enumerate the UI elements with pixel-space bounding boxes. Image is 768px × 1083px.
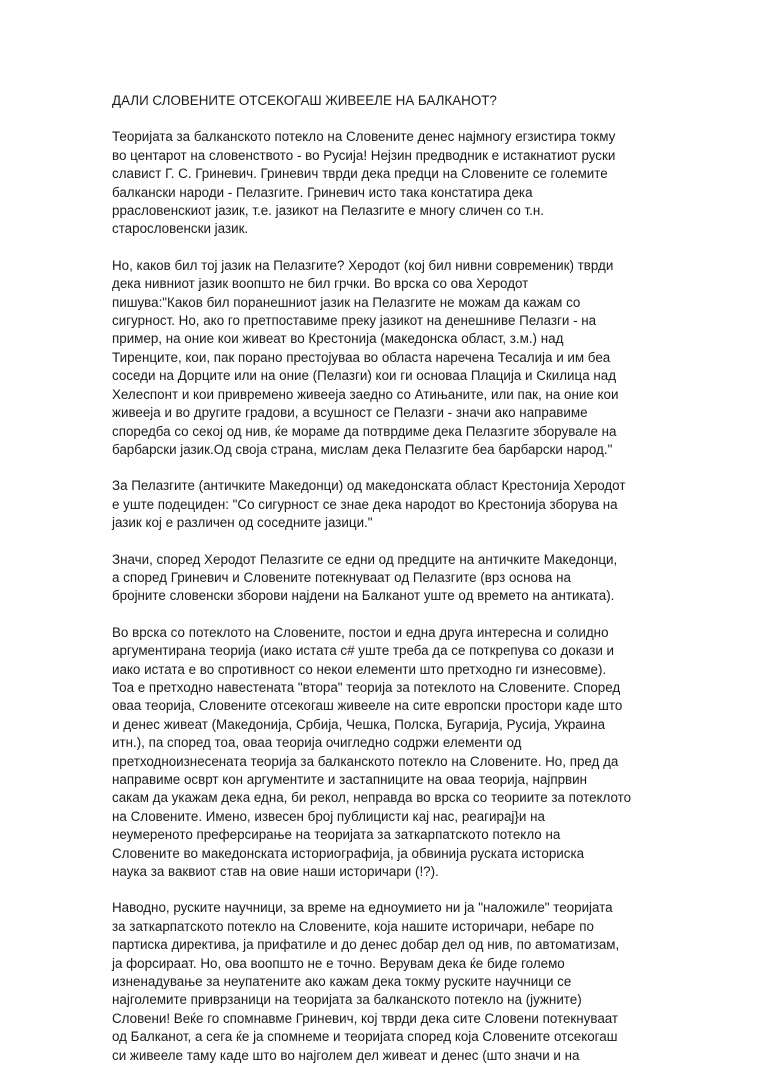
paragraph-5: Во врска со потеклото на Словените, постои и една друга интересна и солидно аргументирана теорија (иако истата с# уште треба да се поткрепува со докази и иако истата е во спротивност со некои елементи што претходно ги изнесовме). Тоа е претходно навестената "втора" теорија за потеклото на Словените. Според оваа теорија, Словените отсекогаш живееле на сите европски простори каде што и денес живеат (Македонија, Србија, Чешка, Полска, Бугарија, Русија, Украина итн.), па според тоа, оваа теорија очигледно содржи елементи од претходноизнесената теорија за балканското потекло на Словените. Но, пред да направиме осврт кон аргументите и застапниците на оваа теорија, најпрвин сакам да укажам дека една, би рекол, неправда во врска со теориите за потеклото на Словените. Имено, извесен број публицисти кај нас, реагираj}и на неумереното преферсирање на теоријата за заткарпатското потекло на Словените во македонската историографија, ја обвинија руската историска наука за ваквиот став на овие наши историчари (!?). bbox=[112, 624, 632, 880]
document-page bbox=[112, 92, 657, 1083]
document-title: ДАЛИ СЛОВЕНИТЕ ОТСЕКОГАШ ЖИВЕЕЛЕ НА БАЛКАНОТ? bbox=[112, 93, 497, 108]
paragraph-3: За Пелазгите (античките Македонци) од македонската област Крестонија Херодот е уште подециден: "Со сигурност се знае дека народот во Крестонија зборува на јазик кој е различен од соседните јазици." bbox=[112, 478, 626, 531]
paragraph-6: Наводно, руските научници, за време на едноумието ни ја "наложиле" теоријата за заткарпатското потекло на Словените, која нашите историчари, небаре по партиска директива, ја прифатиле и до денес добар дел од нив, по автоматизам, ја форсираат. Но, ова воопшто не е точно. Верувам дека ќе биде големо изненадување за неупатените ако кажам дека токму руските научници се најголемите приврзаници на теоријата за балканското потекло на (јужните) Словени! Веќе го спомнавме Гриневич, кој тврди дека сите Словени потекнуваат од Балканот, а сега ќе ја спомнеме и теоријата според која Словените отсекогаш си живееле таму каде што во најголем дел живеат и денес (што значи и на bbox=[112, 900, 620, 1063]
paragraph-4: Значи, според Херодот Пелазгите се едни од предците на античките Македонци, а според Гриневич и Словените потекнуваат од Пелазгите (врз основа на бројните словенски зборови најдени на Балканот уште од времето на антиката). bbox=[112, 551, 618, 604]
paragraph-2: Но, каков бил тој јазик на Пелазгите? Херодот (кој бил нивни современик) тврди дека нивниот јазик воопшто не бил грчки. Во врска со ова Херодот пишува:"Каков бил поранешниот јазик на Пелазгите не можам да кажам со сигурност. Но, ако го претпоставиме преку јазикот на денешниве Пелазги - на пример, на оние кои живеат во Крестонија (македонска област, з.м.) над Тиренците, кои, пак порано престојуваа во областа наречена Тесалија и им беа соседи на Дорците или на оние (Пелазги) кои ги основаа Плацијa и Скилица над Хелеспонт и кои привремено живееја заедно со Атињаните, или пак, на оние кои живееја и во другите градови, а всушност се Пелазги - значи ако направиме споредба со секој од нив, ќе мораме да потврдиме дека Пелазгите зборувале на барбарски јазик.Од своја страна, мислам дека Пелазгите беа барбарски народ." bbox=[112, 257, 619, 457]
paragraph-1: Теоријата за балканското потекло на Словените денес најмногу егзистира токму во центарот на словенството - во Русија! Нејзин предводник е истакнатиот руски славист Г. С. Гриневич. Гриневич тврди дека предци на Словените се големите балкански народи - Пелазгите. Гриневич исто така констатира дека pраслoвенскиот јазик, т.е. јазикот на Пелазгите е многу сличен со т.н. старословенски јазик. bbox=[112, 129, 616, 237]
